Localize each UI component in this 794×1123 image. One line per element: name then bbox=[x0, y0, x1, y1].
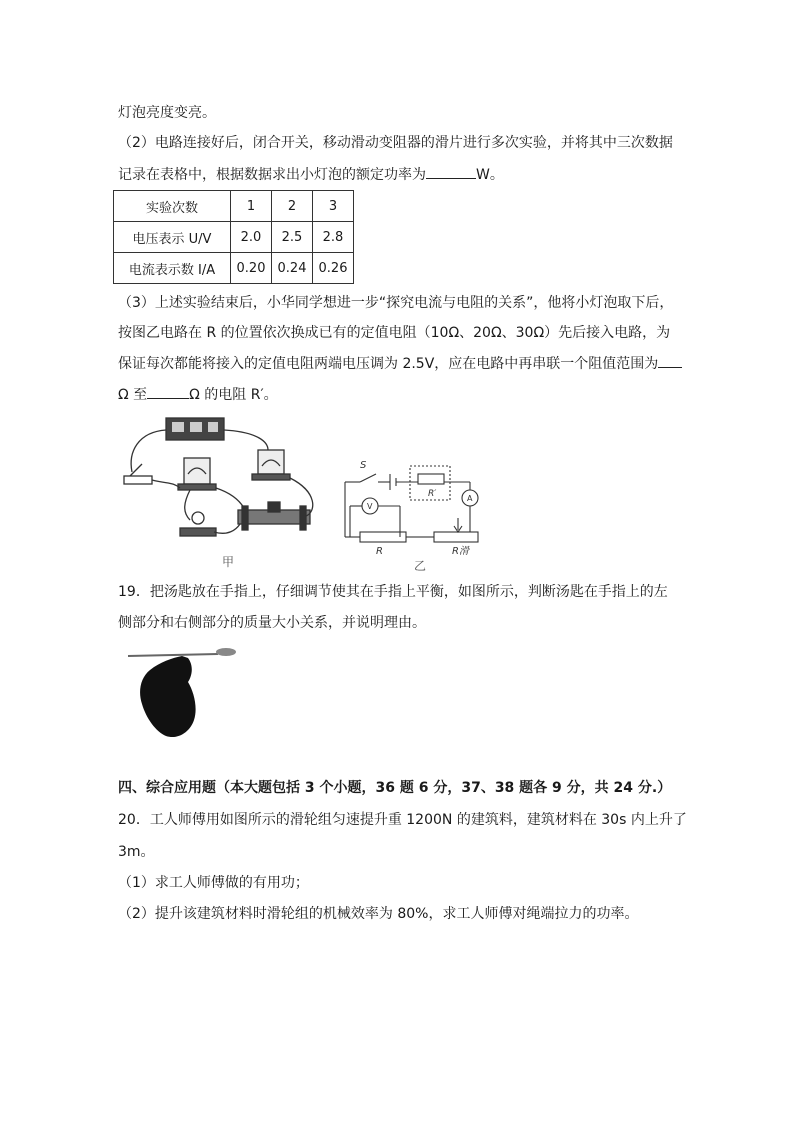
voltmeter-label: V bbox=[367, 502, 373, 511]
table-cell: 2.5 bbox=[272, 222, 313, 253]
table-cell: 电流表示数 I/A bbox=[114, 253, 231, 284]
rheostat-symbol bbox=[434, 532, 478, 542]
q18-part3-line4 bbox=[118, 384, 278, 405]
table-header-cell: 2 bbox=[272, 191, 313, 222]
switch-label: S bbox=[360, 460, 367, 471]
table-cell: 2.8 bbox=[313, 222, 354, 253]
circuit-photo-figure-jia bbox=[118, 412, 328, 572]
table-header-cell: 1 bbox=[231, 191, 272, 222]
table-cell: 0.20 bbox=[231, 253, 272, 284]
q18-part2-line1: （2）电路连接好后，闭合开关，移动滑动变阻器的滑片进行多次实验，并将其中三次数据 bbox=[118, 135, 673, 151]
q20-line1: 20．工人师傅用如图所示的滑轮组匀速提升重 1200N 的建筑料，建筑材料在 30s 内上升了 bbox=[118, 812, 687, 828]
circuit-diagram-figure-yi bbox=[330, 452, 500, 574]
q20-sub1: （1）求工人师傅做的有用功； bbox=[118, 875, 309, 891]
table-row bbox=[114, 253, 354, 284]
switch-icon bbox=[124, 476, 152, 484]
answer-blank-rmax[interactable] bbox=[147, 384, 189, 399]
experiment-data-table bbox=[113, 190, 354, 284]
switch-symbol bbox=[360, 474, 376, 482]
rslide-label: R滑 bbox=[452, 546, 469, 557]
q18-part3-line2: 按图乙电路在 R 的位置依次换成已有的定值电阻（10Ω、20Ω、30Ω）先后接入电路，为 bbox=[118, 325, 671, 341]
table-cell: 2.0 bbox=[231, 222, 272, 253]
q19-line2: 侧部分和右侧部分的质量大小关系，并说明理由。 bbox=[118, 615, 426, 631]
q18-part3-line1: （3）上述实验结束后，小华同学想进一步“探究电流与电阻的关系”，他将小灯泡取下后， bbox=[118, 295, 674, 311]
q20-line2: 3m。 bbox=[118, 844, 155, 860]
table-header-cell: 实验次数 bbox=[114, 191, 231, 222]
figure-yi-label: 乙 bbox=[414, 559, 427, 573]
spoon-icon bbox=[128, 648, 236, 656]
q18-part3-line3-text: 保证每次都能将接入的定值电阻两端电压调为 2.5V，应在电路中再串联一个阻值范围为 bbox=[118, 356, 659, 372]
rprime-resistor bbox=[418, 474, 444, 484]
answer-blank-rmin[interactable] bbox=[658, 353, 682, 368]
q20-sub2: （2）提升该建筑材料时滑轮组的机械效率为 80%，求工人师傅对绳端拉力的功率。 bbox=[118, 906, 639, 922]
q18-part3-line4-a: Ω 至 bbox=[118, 387, 148, 403]
lamp-icon bbox=[192, 512, 204, 524]
q18-part2-line2-post: W。 bbox=[476, 167, 504, 183]
q18-part3-line4-b: Ω 的电阻 R′。 bbox=[189, 387, 278, 403]
table-row bbox=[114, 222, 354, 253]
q18-part3-line3 bbox=[118, 353, 682, 374]
table-cell: 0.26 bbox=[313, 253, 354, 284]
hand-icon bbox=[140, 656, 196, 737]
r-resistor-symbol bbox=[360, 532, 406, 542]
rprime-label: R′ bbox=[428, 489, 437, 499]
q18-line0: 灯泡亮度变亮。 bbox=[118, 105, 216, 121]
answer-blank-power[interactable] bbox=[426, 164, 476, 179]
voltmeter-icon bbox=[258, 450, 284, 474]
r-label: R bbox=[376, 546, 383, 557]
table-cell: 电压表示 U/V bbox=[114, 222, 231, 253]
table-header-cell: 3 bbox=[313, 191, 354, 222]
q19-line1: 19．把汤匙放在手指上，仔细调节使其在手指上平衡，如图所示，判断汤匙在手指上的左 bbox=[118, 584, 668, 600]
ammeter-label: A bbox=[467, 494, 473, 503]
spoon-on-finger-image bbox=[122, 642, 242, 738]
section-4-title: 四、综合应用题（本大题包括 3 个小题，36 题 6 分，37、38 题各 9 分，共 24 分.） bbox=[118, 780, 672, 796]
table-cell: 0.24 bbox=[272, 253, 313, 284]
figure-jia-label: 甲 bbox=[222, 555, 235, 569]
table-header-row bbox=[114, 191, 354, 222]
ammeter-icon bbox=[184, 458, 210, 484]
q18-part2-line2 bbox=[118, 164, 504, 185]
q18-part2-line2-pre: 记录在表格中，根据数据求出小灯泡的额定功率为 bbox=[118, 167, 426, 183]
